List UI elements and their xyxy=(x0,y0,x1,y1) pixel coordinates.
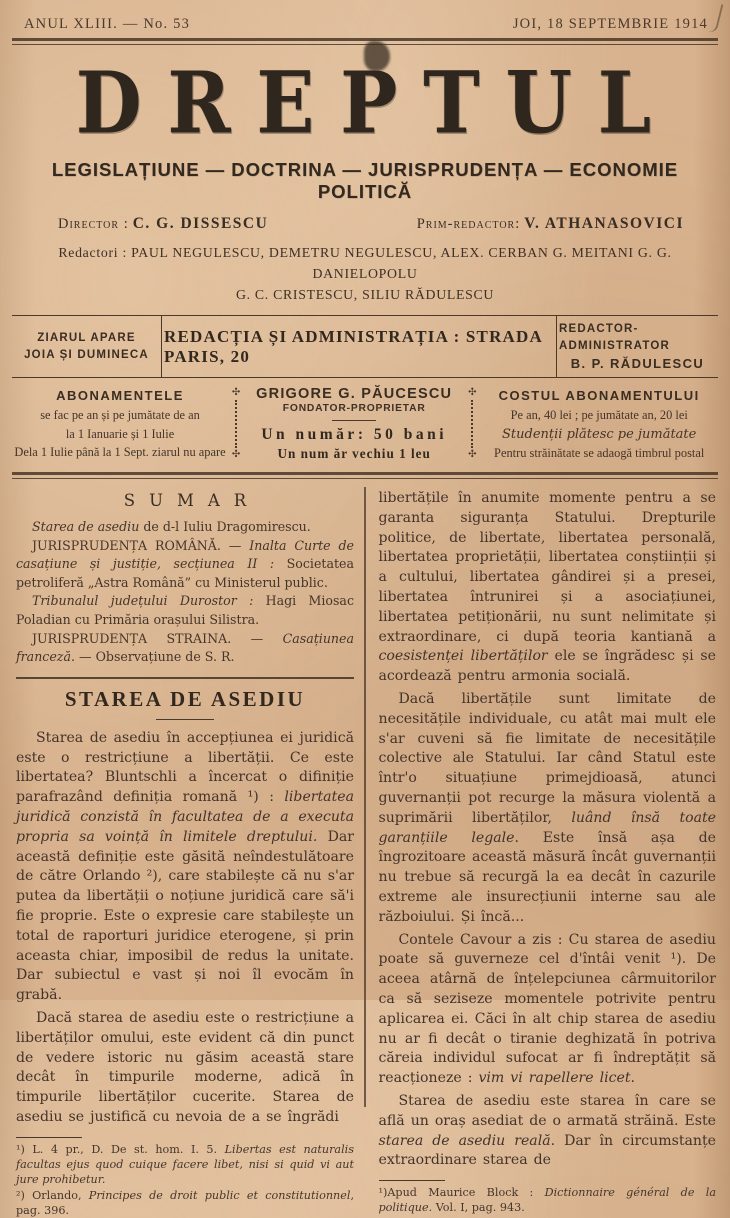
staff-row xyxy=(12,205,718,233)
summary-item: JURISPRUDENȚA STRAINA. — Casațiunea franceză. — Observațiune de S. R. xyxy=(16,630,354,665)
schedule-line2: JOIA ȘI DUMINECA xyxy=(24,348,149,361)
ornamental-divider-icon xyxy=(464,386,480,462)
ornament-bottom-icon: ✣ xyxy=(468,449,477,460)
redactori xyxy=(12,233,718,305)
schedule-line1: ZIARUL APARE xyxy=(37,331,136,344)
prim-redactor-label: Prim-redactor: xyxy=(416,216,521,232)
founder-rule xyxy=(332,420,376,421)
article-paragraph: Starea de asediu este starea în care se află un oraș asediat de o armată străină. Este starea de asediu reală. Dar în circumstanțe extraordinare starea de xyxy=(378,1092,716,1169)
cost-line2: Studenții plătesc pe jumătate xyxy=(502,426,697,442)
footnote: ¹) L. 4 pr., D. De st. hom. I. 5. Libertas est naturalis facultas ejus quod cuique facere libet, nisi si quid vi aut jure prohibetur. xyxy=(16,1142,355,1187)
paper-subtitle: LEGISLAȚIUNE — DOCTRINA — JURISPRUDENȚA — ECONOMIE POLITICĂ xyxy=(51,159,679,202)
director-label: Director : xyxy=(58,216,129,232)
footnotes-left xyxy=(16,1142,354,1218)
issue-number: ANUL XLIII. — No. 53 xyxy=(24,16,191,32)
masthead-title-wrap xyxy=(12,45,718,153)
article-title-rule xyxy=(156,719,214,720)
cost-head: COSTUL ABONAMENTULUI xyxy=(498,388,700,403)
subscriptions-line1: se fac pe an și pe jumătate de an xyxy=(40,408,200,422)
cost-cell xyxy=(480,386,718,462)
article-paragraph: Contele Cavour a zis : Cu starea de asediu poate să guverneze cel d'întâi venit ¹). De aceea atârnă de înțelepciunea cârmuitorilor ca să seziseze momentele potrivite pentru aplicarea ei. Căci în alt chip starea de asediu nu ar fi decât o tiranie deghizată în potriva căreia individul sufocat ar fi îndreptățit să reacționeze : vim vi rapellere licet. xyxy=(378,931,716,1087)
article-paragraph: Dacă starea de asediu este o restricțiune a libertăților omului, este evident că din punct de vedere istoric nu găsim această stare decât în timpurile moderne, adică în timpurile libertăților cucerite. Starea de asediu se justifică cu nevoia de a se îngrădi xyxy=(16,1009,354,1125)
ornamental-divider-icon xyxy=(228,386,244,462)
founder-name: GRIGORE G. PĂUCESCU xyxy=(256,386,453,402)
article-paragraph: Dacă libertățile sunt limitate de necesitățile individuale, cu atât mai mult ele s'ar cuveni să fie limitate de necesitățile colective ale Statului. Iar când Statul este într'o situațiune primejdioasă, atunci guvernanții pot recurge la măsura violentă a suprimării libertăților, luând însă toate garanțiile legale. Este însă așa de îngrozitoare această măsură încât guvernanții nu trebue să recurgă la ea decât în cazurile extreme ale insurecțiunii interne sau ale războiului. Și încă... xyxy=(378,690,716,925)
right-column xyxy=(366,481,719,1215)
column-divider-rule xyxy=(364,487,366,1107)
price-old-issue: Un num ăr vechiu 1 leu xyxy=(277,446,431,461)
schedule-cell xyxy=(12,316,162,377)
subscriptions-cell xyxy=(12,386,228,462)
ornament-chain-icon xyxy=(471,400,473,448)
ornament-bottom-icon: ✣ xyxy=(231,449,241,460)
issue-date: JOI, 18 SEPTEMBRIE 1914 xyxy=(512,16,708,32)
issue-row xyxy=(12,0,718,38)
footnote: ²) Orlando, Principes de droit public et constitutionnel, pag. 396. xyxy=(16,1188,354,1217)
masthead-bottom-rule xyxy=(12,472,718,479)
subscriptions-head: ABONAMENTELE xyxy=(56,388,184,403)
info-row-subscriptions xyxy=(12,378,718,472)
prim-redactor-name: V. ATHANASOVICI xyxy=(524,215,684,232)
admin-cell xyxy=(556,316,718,377)
address-cell: REDACȚIA ȘI ADMINISTRAȚIA : STRADA PARIS, 20 xyxy=(164,326,543,366)
footnotes-right xyxy=(379,1185,717,1216)
admin-name: B. P. RĂDULESCU xyxy=(570,356,705,371)
redactori-line2: G. C. CRISTESCU, SILIU RĂDULESCU xyxy=(235,287,495,302)
founder-role: FONDATOR-PROPRIETAR xyxy=(282,403,426,414)
article-paragraph: Starea de asediu în accepțiunea ei juridică este o restricțiune a libertății. Ce este libertatea? Bluntschli a încercat o difiniție parafrazând definiția romană ¹) : libertatea juridică conzistă în facultatea de a executa propria sa voință în limitele dreptului. Dar această definiție este găsită neîndestulătoare de către Orlando ²), care stabilește că nu s'ar putea da libertății o noțiune juridică care să'i fie proprie. Este o expresie care stabilește un total de raporturi juridice eterogene, și prin aceasta chiar, imposibil de redus la unitate. Dar subiectul e vast și noi îl evocăm în grabă. xyxy=(16,729,355,1004)
article-body-right xyxy=(379,489,717,1171)
summary-title: SUMAR xyxy=(123,491,261,510)
left-column xyxy=(12,481,364,1217)
price-per-issue: Un număr: 50 bani xyxy=(261,426,448,443)
footnote-rule xyxy=(379,1180,445,1181)
ornament-chain-icon xyxy=(235,400,237,448)
director xyxy=(58,215,268,233)
footnote-rule xyxy=(16,1137,82,1138)
cost-line1: Pe an, 40 lei ; pe jumătate an, 20 lei xyxy=(510,408,688,422)
article-columns xyxy=(12,481,718,1217)
article-paragraph: libertățile în anumite momente pentru a se garanta siguranța Statului. Drepturile politice, de libertate, libertatea personală, libertatea proprietății, libertatea conștiinții și a cultului, libertatea gândirei și a presei, libertatea întrunirei și a asociațiunei, libertatea petiționării, nu sunt nelimitate și extraordinare, ci după teoria kantiană a coesistenței libertăților ele se îngrădesc și se acordează pentru armonia socială. xyxy=(378,490,716,685)
summary-divider-rule xyxy=(16,677,354,679)
cost-line3: Pentru străinătate se adaogă timbrul postal xyxy=(494,445,705,460)
director-name: C. G. DISSESCU xyxy=(132,215,269,232)
article-body-left xyxy=(16,729,354,1128)
info-row-schedule xyxy=(12,315,718,378)
subscriptions-line2: la 1 Ianuarie și 1 Iulie xyxy=(65,426,175,441)
summary-section xyxy=(16,491,354,667)
founder-cell xyxy=(244,386,464,462)
admin-title: REDACTOR-ADMINISTRATOR xyxy=(559,323,671,352)
paper-title: DREPTUL xyxy=(75,53,678,153)
summary-item: Starea de asediu de d-l Iuliu Dragomirescu. xyxy=(32,519,311,534)
ornament-top-icon: ✣ xyxy=(231,387,241,398)
subscriptions-line3: Dela 1 Iulie până la 1 Sept. ziarul nu apare xyxy=(14,445,226,459)
ornament-top-icon: ✣ xyxy=(468,387,477,398)
footnote: ¹)Apud Maurice Block : Dictionnaire général de la politique. Vol. I, pag. 943. xyxy=(378,1186,716,1215)
summary-item: Tribunalul județului Durostor : Hagi Miosac Poladian cu Primăria orașului Silistra. xyxy=(16,593,354,627)
prim-redactor xyxy=(417,215,684,233)
redactori-line1: Redactori : PAUL NEGULESCU, DEMETRU NEGULESCU, ALEX. CERBAN G. MEITANI G. G. DANIELOPOLU xyxy=(58,245,672,281)
article-title: STAREA DE ASEDIU xyxy=(64,686,306,711)
summary-item: JURISPRUDENȚA ROMÂNĂ. — Inalta Curte de casațiune și justiție, secțiunea II : Societatea petroliferă „Astra Română” cu Ministerul public. xyxy=(16,537,355,590)
